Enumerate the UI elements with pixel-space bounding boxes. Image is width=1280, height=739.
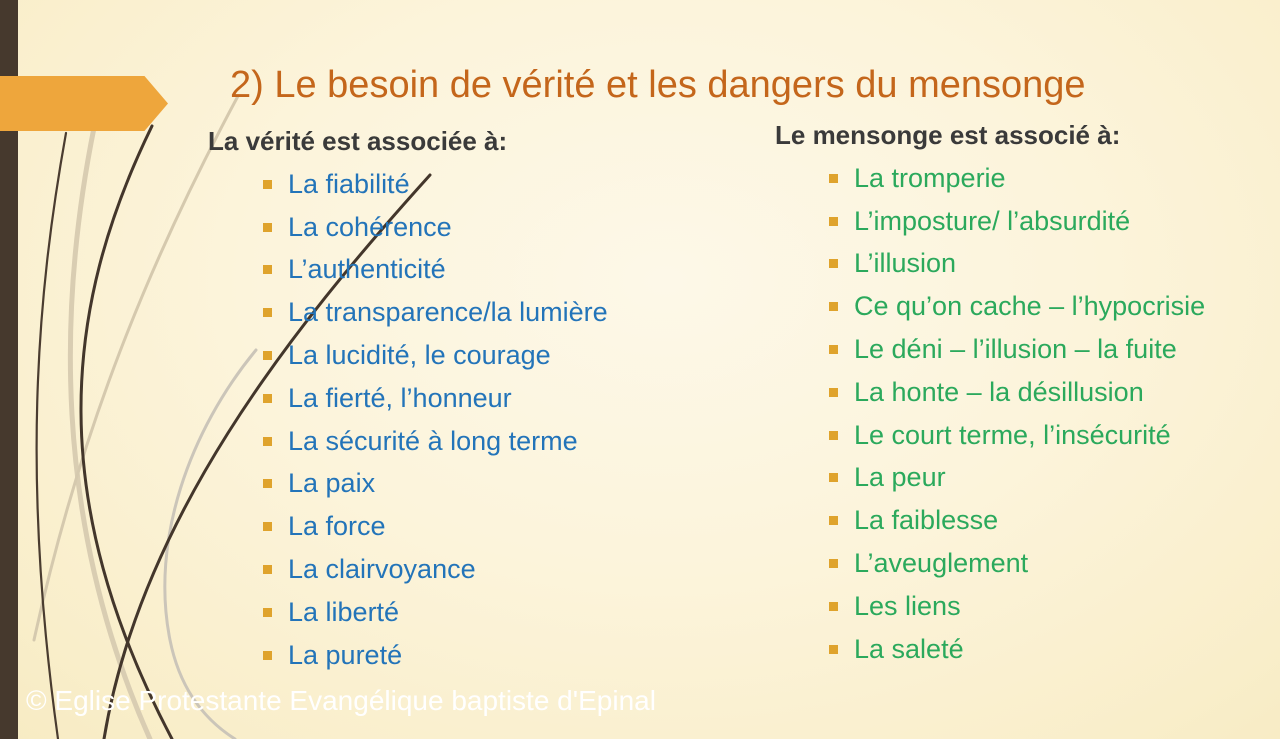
list-item (829, 371, 1205, 414)
bullet-square-icon (263, 479, 272, 488)
list-item (263, 291, 608, 334)
bullet-square-icon (263, 223, 272, 232)
list-item (263, 634, 608, 677)
list-item (263, 591, 608, 634)
list-item (829, 157, 1205, 200)
bullet-square-icon (829, 388, 838, 397)
list-item-label: La fierté, l’honneur (288, 382, 512, 413)
bullet-square-icon (263, 180, 272, 189)
bullet-square-icon (829, 174, 838, 183)
bullet-square-icon (829, 559, 838, 568)
list-item-label: Les liens (854, 590, 961, 621)
bullet-square-icon (829, 473, 838, 482)
list-item-label: L’imposture/ l’absurdité (854, 205, 1131, 236)
list-item (829, 414, 1205, 457)
list-item-label: La liberté (288, 596, 400, 627)
bullet-square-icon (829, 302, 838, 311)
list-item-label: La lucidité, le courage (288, 340, 551, 371)
list-item (829, 200, 1205, 243)
list-item-label: L’illusion (854, 248, 957, 279)
list-item-label: L’aveuglement (854, 548, 1029, 579)
list-item (263, 206, 608, 249)
list-item-label: La saleté (854, 633, 964, 664)
bullet-square-icon (829, 259, 838, 268)
arrow-banner-icon (0, 76, 168, 131)
lie-list (829, 157, 1205, 671)
list-item-label: La pureté (288, 639, 403, 670)
list-item (263, 163, 608, 206)
list-item-label: La peur (854, 462, 946, 493)
list-item-label: La honte – la désillusion (854, 376, 1144, 407)
bullet-square-icon (263, 608, 272, 617)
list-item (829, 243, 1205, 286)
list-item (263, 377, 608, 420)
list-item (829, 542, 1205, 585)
slide-title: 2) Le besoin de vérité et les dangers du mensonge (230, 64, 1086, 106)
bullet-square-icon (263, 651, 272, 660)
list-item-label: La sécurité à long terme (288, 425, 578, 456)
bullet-square-icon (263, 565, 272, 574)
list-item (263, 548, 608, 591)
bullet-square-icon (263, 351, 272, 360)
list-item-label: Le court terme, l’insécurité (854, 419, 1171, 450)
list-item-label: La faiblesse (854, 505, 999, 536)
bullet-square-icon (263, 437, 272, 446)
list-item-label: L’authenticité (288, 254, 446, 285)
list-item (263, 463, 608, 506)
list-item (829, 328, 1205, 371)
bullet-square-icon (829, 516, 838, 525)
list-item (829, 628, 1205, 671)
truth-column-header: La vérité est associée à: (208, 126, 508, 156)
list-item (263, 505, 608, 548)
list-item-label: La tromperie (854, 162, 1006, 193)
bullet-square-icon (829, 645, 838, 654)
lie-column-header: Le mensonge est associé à: (775, 120, 1121, 150)
bullet-square-icon (829, 217, 838, 226)
list-item (263, 334, 608, 377)
bullet-square-icon (263, 308, 272, 317)
list-item-label: La clairvoyance (288, 554, 476, 585)
list-item-label: La transparence/la lumière (288, 297, 608, 328)
list-item (829, 585, 1205, 628)
list-item-label: La paix (288, 468, 376, 499)
list-item-label: La fiabilité (288, 168, 410, 199)
list-item-label: Ce qu’on cache – l’hypocrisie (854, 291, 1206, 322)
bullet-square-icon (829, 431, 838, 440)
list-item (829, 285, 1205, 328)
list-item-label: Le déni – l’illusion – la fuite (854, 334, 1177, 365)
copyright-footer: © Eglise Protestante Evangélique baptiste d'Epinal (26, 685, 656, 716)
truth-list (263, 163, 608, 677)
list-item (829, 457, 1205, 500)
list-item (263, 249, 608, 292)
list-item-label: La force (288, 511, 386, 542)
list-item-label: La cohérence (288, 211, 452, 242)
bullet-square-icon (263, 265, 272, 274)
list-item (263, 420, 608, 463)
bullet-square-icon (263, 394, 272, 403)
bullet-square-icon (829, 602, 838, 611)
bullet-square-icon (829, 345, 838, 354)
list-item (829, 499, 1205, 542)
bullet-square-icon (263, 522, 272, 531)
